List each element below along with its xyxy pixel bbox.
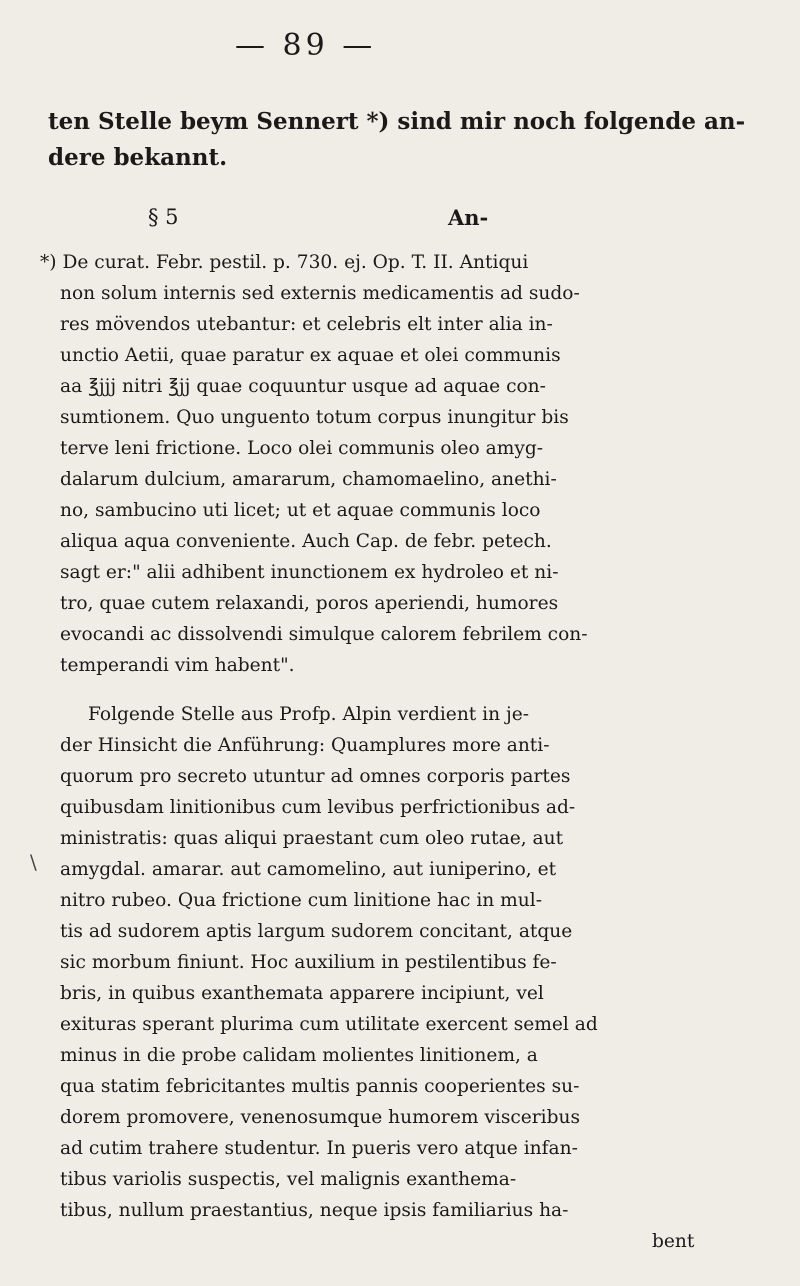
footnote-line: unctio Aetii, quae paratur ex aquae et olei communis xyxy=(60,345,561,366)
footnote-line: qua statim febricitantes multis pannis cooperientes su- xyxy=(60,1076,580,1097)
header-line-1: ten Stelle beym Sennert *) sind mir noch folgende an- xyxy=(48,108,746,135)
catchword: An- xyxy=(448,205,489,230)
footnote-line: dorem promovere, venenosumque humorem visceribus xyxy=(60,1107,581,1128)
footnote-line: res mövendos utebantur: et celebris elt inter alia in- xyxy=(60,314,553,335)
header-line-2: dere bekannt. xyxy=(48,144,228,171)
footnote-line: aa ℥jjj nitri ℥jj quae coquuntur usque ad aquae con- xyxy=(60,376,546,397)
footnote-line: minus in die probe calidam molientes linitionem, a xyxy=(60,1045,538,1066)
footnote-line: quorum pro secreto utuntur ad omnes corporis partes xyxy=(60,766,571,787)
footnote-line: tro, quae cutem relaxandi, poros aperiendi, humores xyxy=(60,593,559,614)
footnote-line: no, sambucino uti licet; ut et aquae communis loco xyxy=(60,500,541,521)
section-mark: § 5 xyxy=(148,205,179,229)
footnote-line: quibusdam linitionibus cum levibus perfrictionibus ad- xyxy=(60,797,576,818)
page-number: — 89 — xyxy=(235,28,377,63)
footnote-line: sic morbum finiunt. Hoc auxilium in pestilentibus fe- xyxy=(60,952,557,973)
footnote-line: tis ad sudorem aptis largum sudorem concitant, atque xyxy=(60,921,573,942)
footnote-line: aliqua aqua conveniente. Auch Cap. de febr. petech. xyxy=(60,531,552,552)
footnote-line: sumtionem. Quo unguento totum corpus inungitur bis xyxy=(60,407,569,428)
footnote-line: terve leni frictione. Loco olei communis oleo amyg- xyxy=(60,438,544,459)
footnote-line: amygdal. amarar. aut camomelino, aut iuniperino, et xyxy=(60,859,557,880)
footnote-line: ad cutim trahere studentur. In pueris vero atque infan- xyxy=(60,1138,578,1159)
footnote-line: nitro rubeo. Qua frictione cum linitione hac in mul- xyxy=(60,890,542,911)
footnote-line: temperandi vim habent". xyxy=(60,655,295,676)
footnote-line: non solum internis sed externis medicamentis ad sudo- xyxy=(60,283,580,304)
footnote-line: der Hinsicht die Anführung: Quamplures more anti- xyxy=(60,735,550,756)
footnote-line: tibus variolis suspectis, vel malignis exanthema- xyxy=(60,1169,517,1190)
footnote-line: Folgende Stelle aus Profp. Alpin verdient in je- xyxy=(88,704,530,725)
footnote-catchword: bent xyxy=(652,1231,695,1252)
footnote-line: evocandi ac dissolvendi simulque calorem febrilem con- xyxy=(60,624,588,645)
footnote-line: exituras sperant plurima cum utilitate exercent semel ad xyxy=(60,1014,598,1035)
footnote-line: sagt er:" alii adhibent inunctionem ex hydroleo et ni- xyxy=(60,562,559,583)
footnote-line: *) De curat. Febr. pestil. p. 730. ej. Op. T. II. Antiqui xyxy=(40,252,529,273)
footnote-line: bris, in quibus exanthemata apparere incipiunt, vel xyxy=(60,983,544,1004)
margin-mark: \ xyxy=(30,850,37,874)
footnote-line: tibus, nullum praestantius, neque ipsis familiarius ha- xyxy=(60,1200,569,1221)
footnote-line: dalarum dulcium, amararum, chamomaelino, anethi- xyxy=(60,469,557,490)
footnote-line: ministratis: quas aliqui praestant cum oleo rutae, aut xyxy=(60,828,564,849)
